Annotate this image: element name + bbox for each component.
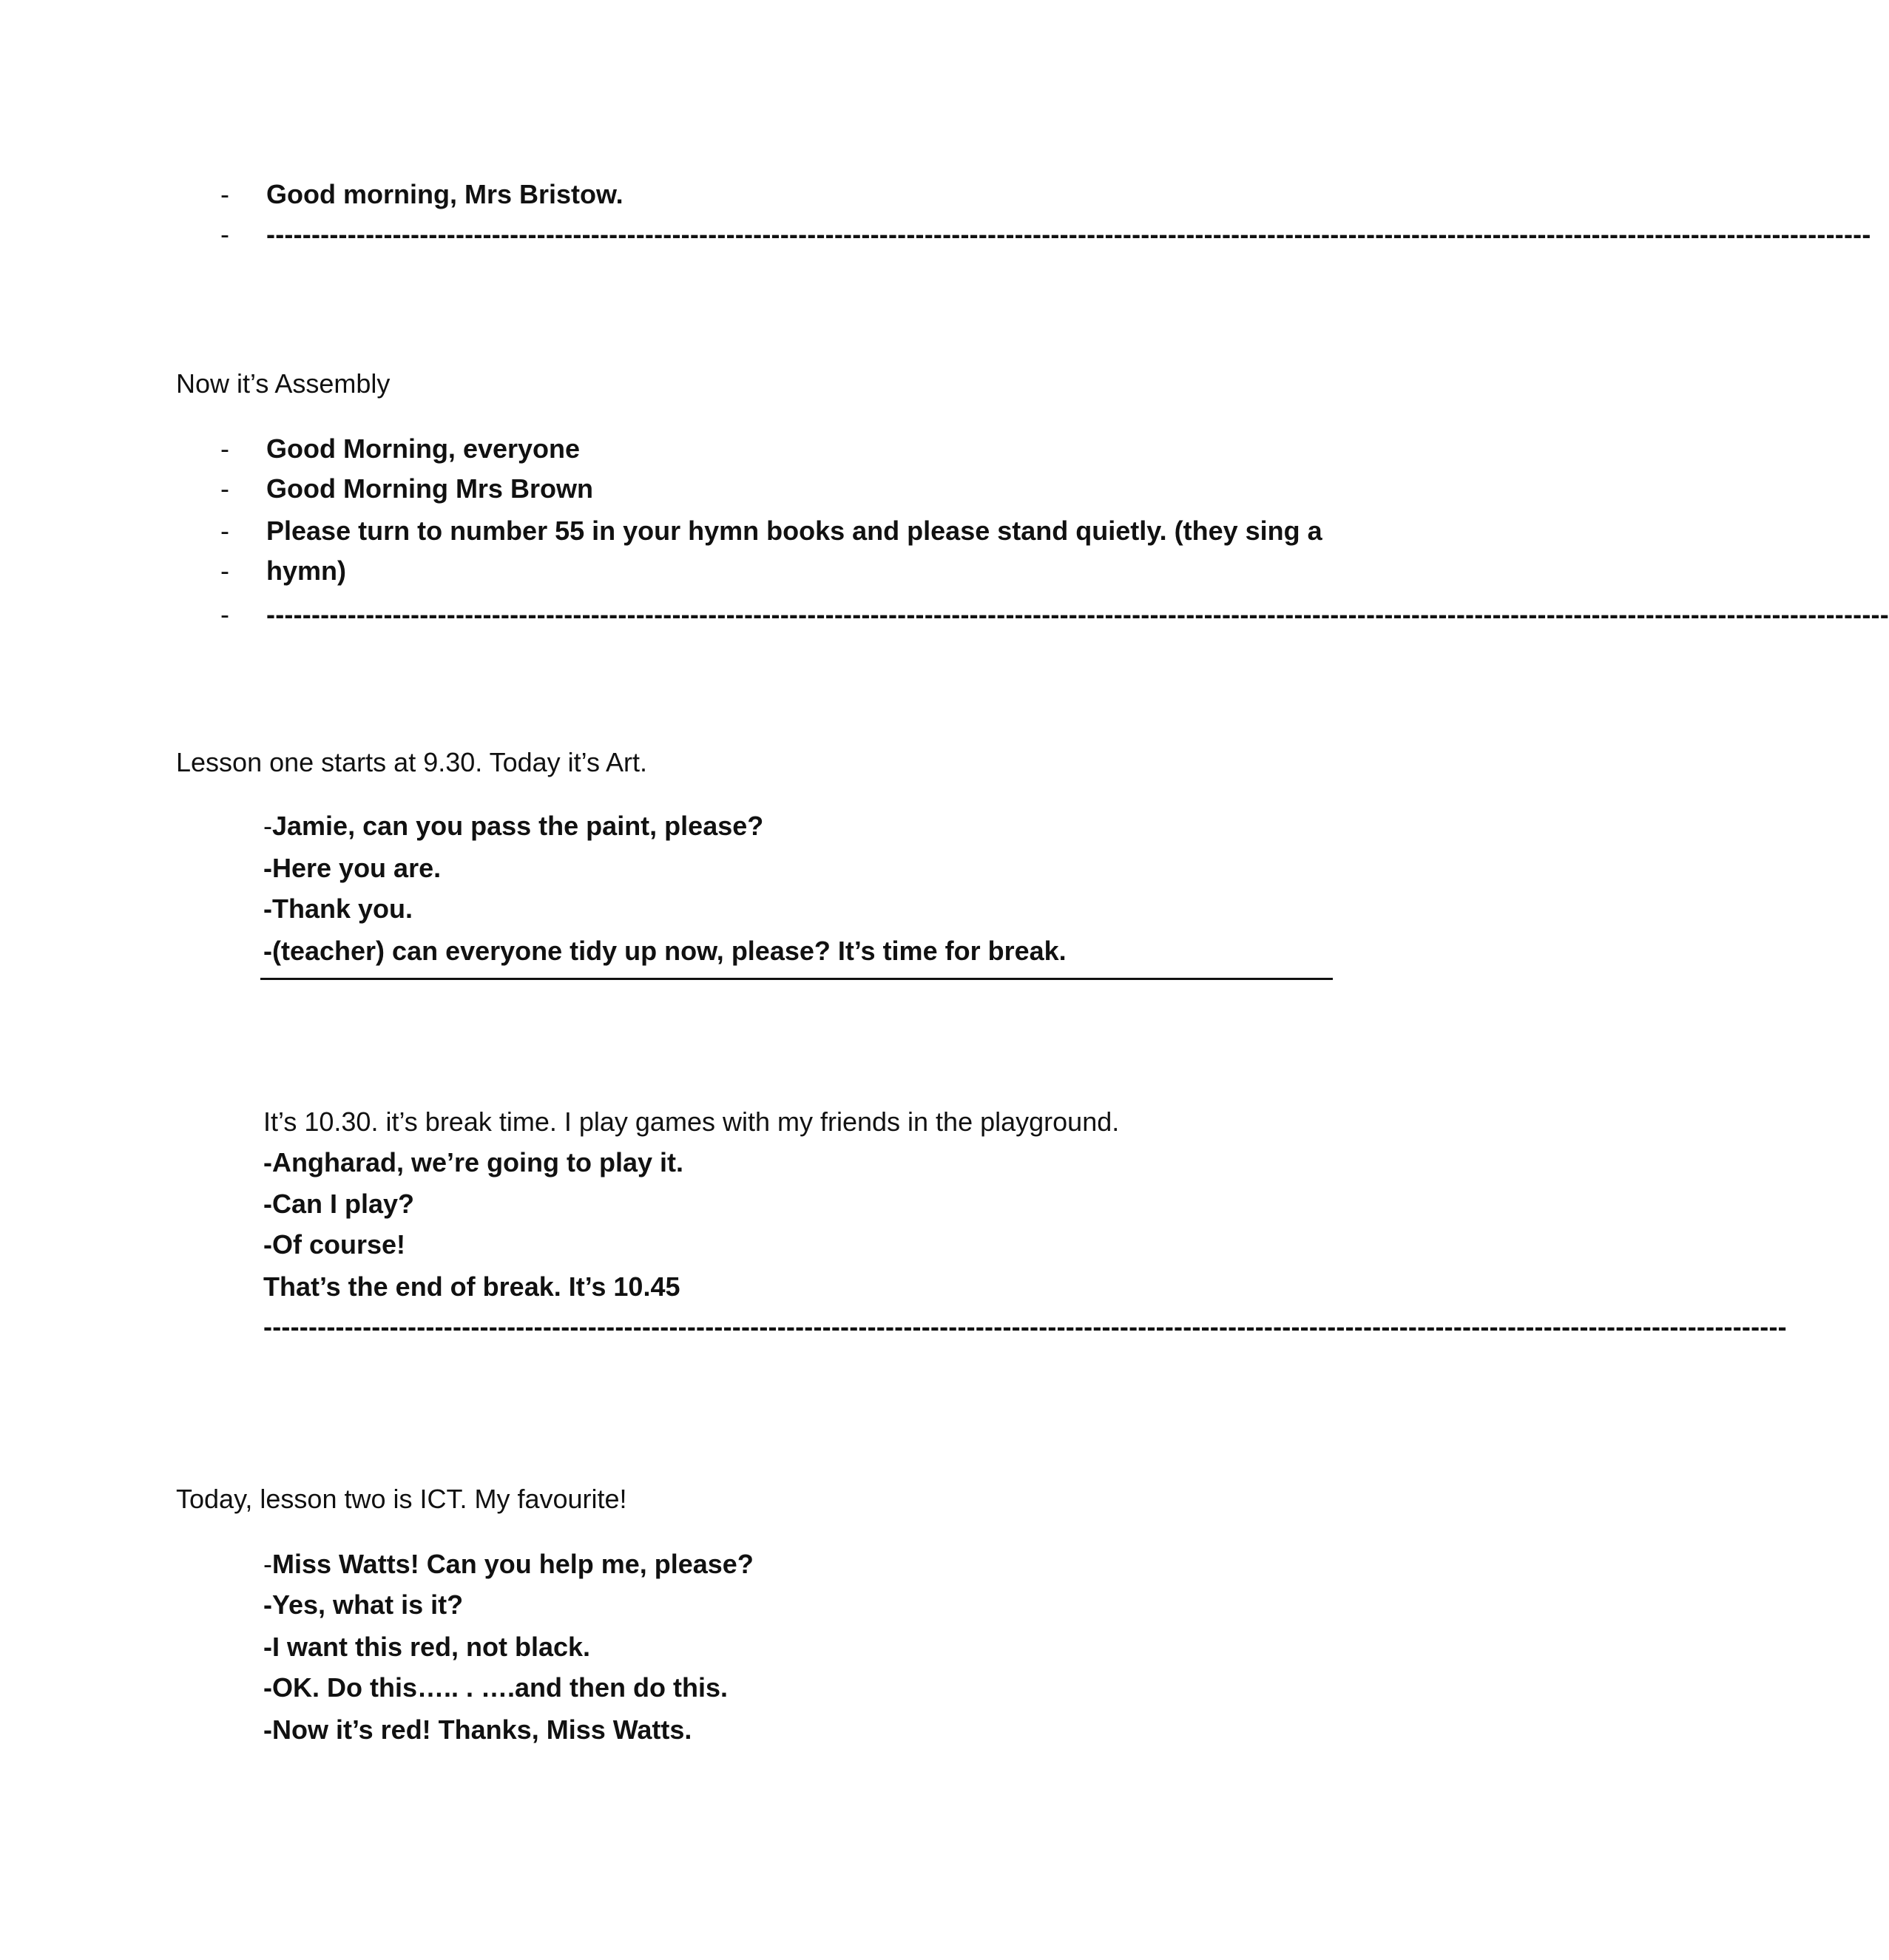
dialogue-line: -Here you are. (263, 853, 442, 883)
dialogue-text: Jamie, can you pass the paint, please? (272, 811, 764, 841)
dialogue-line: That’s the end of break. It’s 10.45 (263, 1271, 680, 1302)
dialogue-text: Miss Watts! Can you help me, please? (272, 1549, 754, 1579)
dialogue-line: -Yes, what is it? (263, 1589, 464, 1620)
dialogue-line: -Thank you. (263, 893, 413, 924)
dialogue-line (263, 1547, 754, 1581)
section-intro: Now it’s Assembly (176, 368, 391, 399)
bullet-dash: - (220, 433, 229, 464)
dashed-separator: ---------------------------------------------------------------------------------------------------------------------------------------------------------------------------------- (266, 219, 1871, 249)
dialogue-line: -Of course! (263, 1229, 406, 1260)
dialogue-prefix: - (263, 811, 272, 841)
horizontal-rule (260, 978, 1333, 980)
dialogue-line: hymn) (266, 555, 346, 586)
bullet-dash: - (220, 473, 229, 504)
dialogue-line: Good Morning, everyone (266, 433, 581, 464)
bullet-dash: - (220, 555, 229, 586)
section-intro: It’s 10.30. it’s break time. I play games with my friends in the playground. (263, 1106, 1120, 1137)
dialogue-line: -Now it’s red! Thanks, Miss Watts. (263, 1714, 692, 1745)
dashed-separator: ------------------------------------------------------------------------------------------------------------------------------------------------------------------------- (263, 1311, 1787, 1342)
dashed-separator: ------------------------------------------------------------------------------------------------------------------------------------------------------------------------------------ (266, 599, 1889, 629)
dialogue-line: Good morning, Mrs Bristow. (266, 179, 624, 209)
dialogue-line: Good Morning Mrs Brown (266, 473, 593, 504)
section-intro: Today, lesson two is ICT. My favourite! (176, 1484, 627, 1514)
dialogue-line: -I want this red, not black. (263, 1632, 591, 1662)
dialogue-prefix: - (263, 1549, 272, 1579)
section-intro: Lesson one starts at 9.30. Today it’s Art. (176, 747, 648, 777)
dialogue-line: -(teacher) can everyone tidy up now, please? It’s time for break. (263, 936, 1067, 966)
bullet-dash: - (220, 179, 229, 209)
bullet-dash: - (220, 219, 229, 249)
dialogue-line: -Angharad, we’re going to play it. (263, 1147, 684, 1177)
dialogue-line: -Can I play? (263, 1189, 415, 1219)
bullet-dash: - (220, 516, 229, 546)
bullet-dash: - (220, 599, 229, 629)
dialogue-line: Please turn to number 55 in your hymn books and please stand quietly. (they sing a (266, 516, 1322, 546)
dialogue-line: -OK. Do this….. . ….and then do this. (263, 1672, 728, 1703)
dialogue-line (263, 809, 763, 843)
